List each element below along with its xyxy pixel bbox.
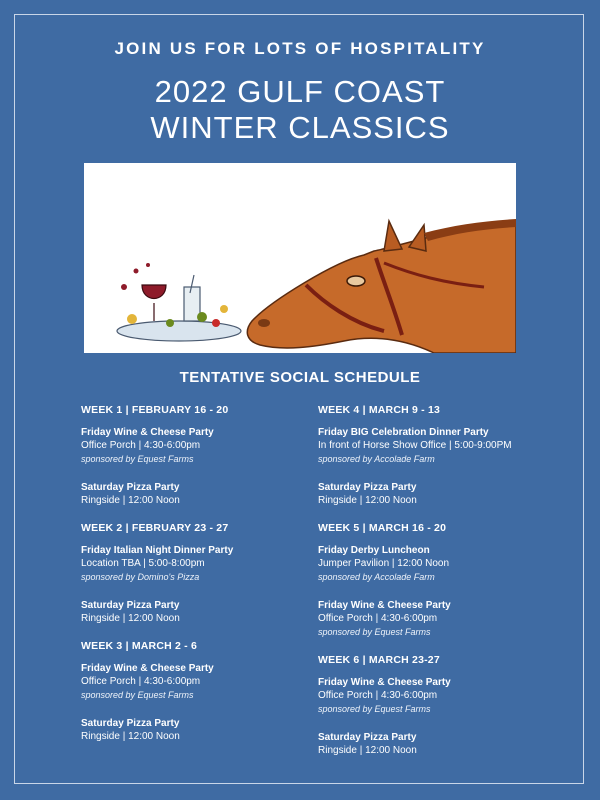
week-6 bbox=[318, 654, 548, 757]
food-plate bbox=[117, 321, 241, 341]
event-location: Ringside | 12:00 Noon bbox=[81, 613, 180, 624]
event-item bbox=[81, 426, 311, 466]
event-name: Saturday Pizza Party bbox=[318, 482, 417, 493]
week-2 bbox=[81, 522, 311, 625]
event-item bbox=[81, 481, 311, 507]
event-name: Friday BIG Celebration Dinner Party bbox=[318, 427, 489, 438]
week-heading: WEEK 3 | MARCH 2 - 6 bbox=[81, 640, 198, 652]
event-item bbox=[318, 426, 548, 466]
event-item bbox=[81, 717, 311, 743]
food-olive bbox=[197, 312, 207, 322]
horse-ear-left bbox=[384, 221, 402, 251]
event-sponsor: sponsored by Accolade Farm bbox=[318, 572, 435, 582]
food-grape bbox=[166, 319, 174, 327]
event-name: Saturday Pizza Party bbox=[81, 718, 180, 729]
event-sponsor: sponsored by Equest Farms bbox=[81, 454, 194, 464]
event-sponsor: sponsored by Equest Farms bbox=[318, 627, 431, 637]
event-location: Office Porch | 4:30-6:00pm bbox=[81, 440, 201, 451]
food-cheese-2 bbox=[220, 305, 228, 313]
event-name: Saturday Pizza Party bbox=[318, 732, 417, 743]
wine-splash-2 bbox=[134, 269, 139, 274]
event-location: Ringside | 12:00 Noon bbox=[81, 731, 180, 742]
event-name: Friday Italian Night Dinner Party bbox=[81, 545, 234, 556]
event-name: Saturday Pizza Party bbox=[81, 600, 180, 611]
schedule-heading: TENTATIVE SOCIAL SCHEDULE bbox=[179, 369, 421, 386]
page-title bbox=[0, 74, 600, 146]
title-line-1: 2022 GULF COAST bbox=[154, 74, 446, 109]
event-item bbox=[318, 731, 548, 757]
event-location: Office Porch | 4:30-6:00pm bbox=[81, 676, 201, 687]
week-heading: WEEK 2 | FEBRUARY 23 - 27 bbox=[81, 522, 229, 534]
event-location: Ringside | 12:00 Noon bbox=[318, 495, 417, 506]
event-location: Ringside | 12:00 Noon bbox=[81, 495, 180, 506]
event-location: Ringside | 12:00 Noon bbox=[318, 745, 417, 756]
food-tomato bbox=[212, 319, 220, 327]
event-location: Jumper Pavilion | 12:00 Noon bbox=[318, 558, 450, 569]
event-sponsor: sponsored by Accolade Farm bbox=[318, 454, 435, 464]
event-name: Saturday Pizza Party bbox=[81, 482, 180, 493]
event-item bbox=[318, 481, 548, 507]
event-location: Office Porch | 4:30-6:00pm bbox=[318, 690, 438, 701]
event-name: Friday Derby Luncheon bbox=[318, 545, 430, 556]
title-line-2: WINTER CLASSICS bbox=[150, 110, 450, 145]
horse-illustration bbox=[84, 163, 516, 353]
week-3 bbox=[81, 640, 311, 743]
week-heading: WEEK 6 | MARCH 23-27 bbox=[318, 654, 440, 666]
horse-nostril bbox=[258, 319, 270, 327]
week-5 bbox=[318, 522, 548, 639]
event-sponsor: sponsored by Domino's Pizza bbox=[81, 572, 200, 582]
event-location: Location TBA | 5:00-8:00pm bbox=[81, 558, 205, 569]
week-heading: WEEK 1 | FEBRUARY 16 - 20 bbox=[81, 404, 229, 416]
event-item bbox=[81, 662, 311, 702]
horse-shape bbox=[247, 223, 516, 353]
week-1 bbox=[81, 404, 311, 507]
horse-ear-right bbox=[409, 225, 426, 251]
week-4 bbox=[318, 404, 548, 507]
wine-splash-3 bbox=[146, 263, 150, 267]
event-name: Friday Wine & Cheese Party bbox=[81, 427, 214, 438]
event-location: In front of Horse Show Office | 5:00-9:00PM bbox=[318, 440, 512, 451]
horse-eye bbox=[347, 276, 365, 286]
food-cheese bbox=[127, 314, 137, 324]
event-sponsor: sponsored by Equest Farms bbox=[81, 690, 194, 700]
horse-drawing bbox=[84, 163, 516, 353]
event-name: Friday Wine & Cheese Party bbox=[318, 600, 451, 611]
event-name: Friday Wine & Cheese Party bbox=[318, 677, 451, 688]
event-name: Friday Wine & Cheese Party bbox=[81, 663, 214, 674]
event-item bbox=[81, 599, 311, 625]
schedule-left-column bbox=[81, 404, 311, 758]
header-eyebrow: JOIN US FOR LOTS OF HOSPITALITY bbox=[114, 39, 486, 58]
event-location: Office Porch | 4:30-6:00pm bbox=[318, 613, 438, 624]
event-item bbox=[318, 676, 548, 716]
week-heading: WEEK 5 | MARCH 16 - 20 bbox=[318, 522, 447, 534]
week-heading: WEEK 4 | MARCH 9 - 13 bbox=[318, 404, 441, 416]
event-item bbox=[81, 544, 311, 584]
schedule-right-column bbox=[318, 404, 548, 772]
wine-glass-bowl bbox=[142, 285, 166, 299]
wine-splash-1 bbox=[121, 284, 127, 290]
event-item bbox=[318, 544, 548, 584]
event-item bbox=[318, 599, 548, 639]
event-sponsor: sponsored by Equest Farms bbox=[318, 704, 431, 714]
